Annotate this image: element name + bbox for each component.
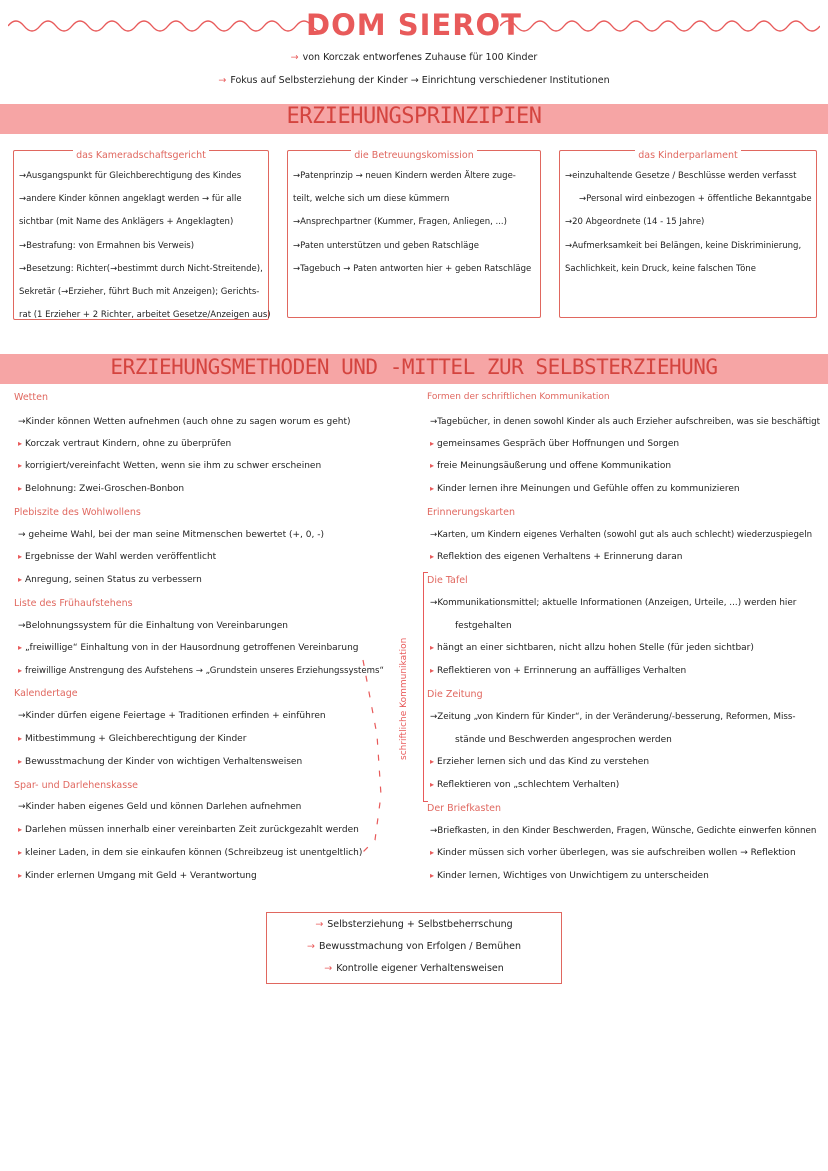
section-title-formen: Formen der schriftlichen Kommunikation (427, 392, 610, 402)
box-line: →Ansprechpartner (Kummer, Fragen, Anliegen, ...) (293, 217, 507, 228)
list-item: ▸ Kinder lernen, Wichtiges von Unwichtigem zu unterscheiden (430, 871, 709, 881)
summary-line: → Selbsterziehung + Selbstbeherrschung (315, 919, 513, 930)
triangle-bullet-icon: ▸ (430, 780, 435, 789)
section-title-erinnerungskarten: Erinnerungskarten (427, 507, 516, 518)
triangle-bullet-icon: ▸ (430, 439, 435, 448)
section-title-kalendertage: Kalendertage (14, 688, 78, 699)
triangle-bullet-icon: ▸ (18, 848, 23, 857)
section-title-plebiszite: Plebiszite des Wohlwollens (14, 507, 141, 518)
triangle-bullet-icon: ▸ (18, 484, 23, 493)
intro-line-1 (0, 52, 828, 63)
list-item: →Tagebücher, in denen sowohl Kinder als auch Erzieher aufschreiben, was sie beschäftigt (430, 417, 821, 427)
arrow-icon: → (218, 75, 227, 86)
list-item: ▸ Erzieher lernen sich und das Kind zu verstehen (430, 757, 650, 767)
box-kinderparlament (559, 150, 817, 318)
list-item: ▸ Anregung, seinen Status zu verbessern (18, 575, 202, 585)
box-line: →Patenprinzip → neuen Kindern werden Ältere zuge- (293, 171, 516, 181)
triangle-bullet-icon: ▸ (18, 461, 23, 470)
box-title: das Kinderparlament (560, 143, 816, 162)
section-title-tafel: Die Tafel (427, 575, 468, 586)
intro-text: von Korczak entworfenes Zuhause für 100 Kinder (302, 52, 538, 63)
intro-text: Fokus auf Selbsterziehung der Kinder → Einrichtung verschiedener Institutionen (230, 75, 610, 86)
triangle-bullet-icon: ▸ (430, 552, 435, 561)
arrow-icon: → (290, 52, 299, 63)
list-item: stände und Beschwerden angesprochen werden (455, 735, 672, 745)
section-title-sparkasse: Spar- und Darlehenskasse (14, 780, 138, 791)
box-lines (19, 165, 271, 327)
list-item: ▸ gemeinsames Gespräch über Hoffnungen und Sorgen (430, 439, 680, 449)
side-label-schriftliche-kommunikation: schriftliche Kommunikation (399, 637, 409, 760)
summary-line: → Kontrolle eigener Verhaltensweisen (324, 963, 504, 974)
section-title-briefkasten: Der Briefkasten (427, 803, 502, 814)
box-line: →20 Abgeordnete (14 - 15 Jahre) (565, 217, 705, 228)
box-kameradschaftsgericht (13, 150, 269, 320)
section-title-zeitung: Die Zeitung (427, 689, 483, 700)
triangle-bullet-icon: ▸ (18, 643, 23, 652)
section-title-wetten: Wetten (14, 392, 48, 403)
intro-line-2 (0, 75, 828, 86)
page-title: DOM SIEROT (306, 8, 522, 42)
box-line: teilt, welche sich um diese kümmern (293, 194, 450, 205)
box-line: →Paten unterstützen und geben Ratschläge (293, 240, 479, 251)
triangle-bullet-icon: ▸ (430, 757, 435, 766)
list-item: → geheime Wahl, bei der man seine Mitmenschen bewertet (+, 0, -) (18, 530, 324, 540)
list-item: ▸ Belohnung: Zwei-Groschen-Bonbon (18, 484, 185, 494)
box-title: die Betreuungskomission (288, 143, 540, 162)
list-item: ▸ Reflektieren von + Errinnerung an auffälliges Verhalten (430, 666, 687, 676)
box-line: Sachlichkeit, kein Druck, keine falschen Töne (565, 263, 756, 274)
section-title-methods: ERZIEHUNGSMETHODEN UND -MITTEL ZUR SELBSTERZIEHUNG (110, 355, 718, 379)
triangle-bullet-icon: ▸ (18, 575, 23, 584)
arrow-icon: → (315, 919, 324, 930)
triangle-bullet-icon: ▸ (430, 666, 435, 675)
triangle-bullet-icon: ▸ (430, 871, 435, 880)
list-item: →Kinder dürfen eigene Feiertage + Traditionen erfinden + einführen (18, 711, 326, 721)
section-title-fruhaufstehen: Liste des Frühaufstehens (14, 598, 133, 609)
section-title-principles: ERZIEHUNGSPRINZIPIEN (286, 104, 542, 129)
triangle-bullet-icon: ▸ (18, 734, 23, 743)
triangle-bullet-icon: ▸ (18, 825, 23, 834)
box-lines (293, 165, 536, 281)
list-item: ▸ kleiner Laden, in dem sie einkaufen können (Schreibzeug ist unentgeltlich) (18, 848, 363, 858)
box-lines (565, 165, 812, 281)
list-item: →Kinder haben eigenes Geld und können Darlehen aufnehmen (18, 802, 302, 812)
box-line: →einzuhaltende Gesetze / Beschlüsse werden verfasst (565, 171, 797, 181)
triangle-bullet-icon: ▸ (430, 643, 435, 652)
list-item: ▸ Reflektion des eigenen Verhaltens + Erinnerung daran (430, 552, 683, 562)
dashed-connector-decoration (355, 655, 385, 865)
triangle-bullet-icon: ▸ (18, 439, 23, 448)
list-item: ▸ Kinder erlernen Umgang mit Geld + Verantwortung (18, 871, 257, 881)
list-item: →Belohnungssystem für die Einhaltung von Vereinbarungen (18, 621, 288, 631)
summary-line: → Bewusstmachung von Erfolgen / Bemühen (307, 941, 521, 952)
box-line: →andere Kinder können angeklagt werden → für alle (19, 194, 242, 205)
list-item: ▸ korrigiert/vereinfacht Wetten, wenn sie ihm zu schwer erscheinen (18, 461, 322, 471)
list-item: →Briefkasten, in den Kinder Beschwerden, Fragen, Wünsche, Gedichte einwerfen können (430, 826, 817, 836)
triangle-bullet-icon: ▸ (18, 871, 23, 880)
triangle-bullet-icon: ▸ (18, 757, 23, 766)
list-item: ▸ Darlehen müssen innerhalb einer vereinbarten Zeit zurückgezahlt werden (18, 825, 359, 835)
list-item: ▸ Reflektieren von „schlechtem Verhalten) (430, 780, 620, 790)
box-betreuungskomission (287, 150, 541, 318)
box-line: Sekretär (→Erzieher, führt Buch mit Anzeigen); Gerichts- (19, 287, 260, 298)
box-line: sichtbar (mit Name des Anklägers + Angeklagten) (19, 217, 234, 228)
list-item: ▸ Korczak vertraut Kindern, ohne zu überprüfen (18, 439, 232, 449)
list-item: ▸ „freiwillige“ Einhaltung von in der Hausordnung getroffenen Vereinbarung (18, 643, 359, 653)
box-line: →Tagebuch → Paten antworten hier + geben Ratschläge (293, 263, 532, 274)
triangle-bullet-icon: ▸ (430, 848, 435, 857)
list-item: ▸ Ergebnisse der Wahl werden veröffentlicht (18, 552, 217, 562)
box-line: →Ausgangspunkt für Gleichberechtigung des Kindes (19, 171, 242, 181)
box-line: rat (1 Erzieher + 2 Richter, arbeitet Gesetze/Anzeigen aus) (19, 310, 271, 321)
triangle-bullet-icon: ▸ (430, 461, 435, 470)
list-item: →Kinder können Wetten aufnehmen (auch ohne zu sagen worum es geht) (18, 417, 351, 427)
triangle-bullet-icon: ▸ (430, 484, 435, 493)
list-item: ▸ Kinder lernen ihre Meinungen und Gefühle offen zu kommunizieren (430, 484, 740, 494)
list-item: ▸ freiwillige Anstrengung des Aufstehens → „Grundstein unseres Erziehungssystems“ (18, 666, 384, 676)
list-item: ▸ Kinder müssen sich vorher überlegen, was sie aufschreiben wollen → Reflektion (430, 848, 796, 858)
box-line: →Aufmerksamkeit bei Belängen, keine Diskriminierung, (565, 240, 802, 251)
list-item: →Kommunikationsmittel; aktuelle Informationen (Anzeigen, Urteile, ...) werden hier (430, 598, 797, 608)
list-item: ▸ Bewusstmachung der Kinder von wichtigen Verhaltensweisen (18, 757, 303, 767)
triangle-bullet-icon: ▸ (18, 552, 23, 561)
triangle-bullet-icon: ▸ (18, 666, 23, 675)
arrow-icon: → (324, 963, 333, 974)
box-line: →Personal wird einbezogen + öffentliche Bekanntgabe (579, 194, 812, 205)
list-item: ▸ Mitbestimmung + Gleichberechtigung der Kinder (18, 734, 247, 744)
box-line: →Besetzung: Richter(→bestimmt durch Nicht-Streitende), (19, 263, 263, 274)
list-item: →Karten, um Kindern eigenes Verhalten (sowohl gut als auch schlecht) wiederzuspiegeln (430, 530, 813, 540)
summary-box (266, 912, 562, 984)
list-item: →Zeitung „von Kindern für Kinder“, in der Veränderung/-besserung, Reformen, Miss- (430, 712, 796, 722)
list-item: ▸ freie Meinungsäußerung und offene Kommunikation (430, 461, 672, 471)
box-line: →Bestrafung: von Ermahnen bis Verweis) (19, 240, 195, 251)
box-title: das Kameradschaftsgericht (14, 143, 268, 162)
bracket-decoration (423, 572, 428, 802)
list-item: festgehalten (455, 621, 512, 631)
arrow-icon: → (307, 941, 315, 952)
list-item: ▸ hängt an einer sichtbaren, nicht allzu hohen Stelle (für jeden sichtbar) (430, 643, 754, 653)
